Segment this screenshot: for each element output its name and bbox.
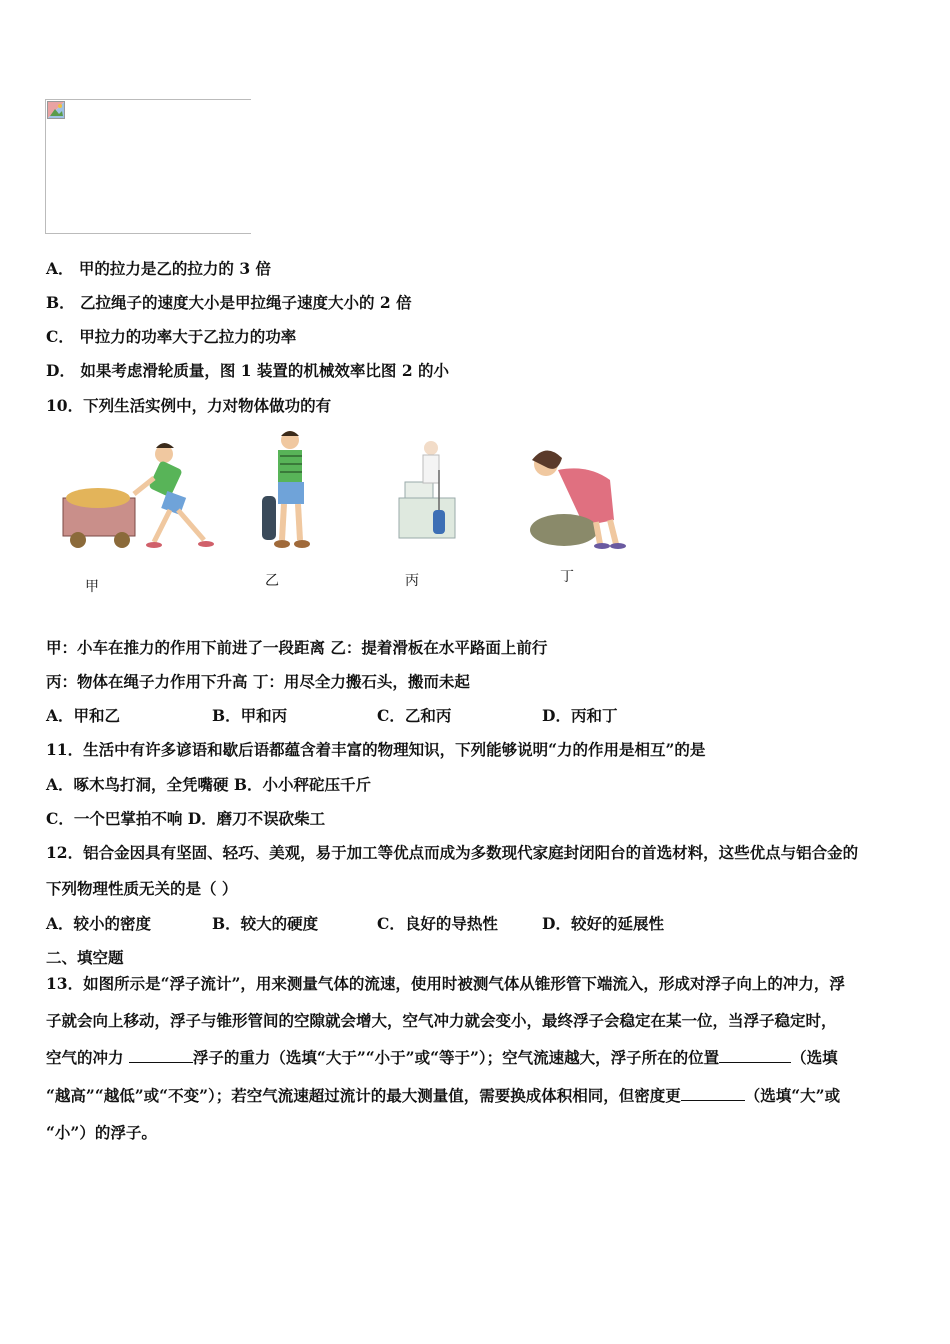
figure-skateboard-carry [258,430,318,552]
q10-option-c: C．乙和丙 [377,706,452,725]
q11-options-cd: C．一个巴掌拍不响 D．磨刀不误砍柴工 [46,809,326,828]
q9-option-b: B． 乙拉绳子的速度大小是甲拉绳子速度大小的 2 倍 [46,293,412,312]
q9-option-c: C． 甲拉力的功率大于乙拉力的功率 [46,327,297,346]
q13-line-1: 13．如图所示是“浮子流计”，用来测量气体的流速，使用时被测气体从锥形管下端流入，形成对浮子向上的冲力，浮 [46,974,845,993]
figure-label-ding: 丁 [560,569,574,585]
q11-options-ab: A．啄木鸟打洞，全凭嘴硬 B．小小秤砣压千斤 [46,775,372,794]
q9-option-a: A． 甲的拉力是乙的拉力的 3 倍 [46,259,272,278]
q12-option-b: B．较大的硬度 [212,914,319,933]
q12-option-a: A．较小的密度 [46,914,152,933]
q11-stem: 11．生活中有许多谚语和歇后语都蕴含着丰富的物理知识，下列能够说明“力的作用是相互”的是 [46,740,706,759]
q10-option-a: A．甲和乙 [46,706,121,725]
broken-image-icon [47,101,65,119]
broken-image-placeholder [45,99,251,234]
figure-label-yi: 乙 [265,573,279,589]
q13-blank-3[interactable] [681,1086,745,1101]
figure-cart-push [58,442,218,554]
q13-line-2: 子就会向上移动，浮子与锥形管间的空隙就会增大，空气冲力就会变小，最终浮子会稳定在某一位，当浮子稳定时， [46,1011,837,1030]
figure-rope-lift [395,440,459,540]
q13-text-4a: “越高”“越低”或“不变”）；若空气流速超过流计的最大测量值，需要换成体积相同，但密度更 [46,1086,681,1105]
figure-label-jia: 甲 [85,579,99,595]
q12-option-c: C．良好的导热性 [377,914,498,933]
q13-text-3b: 浮子的重力（选填“大于”“小于”或“等于”）；空气流速越大，浮子所在的位置 [192,1048,720,1067]
q12-stem-line-2: 下列物理性质无关的是（ ） [46,879,238,898]
q13-text-3a: 空气的冲力 [46,1048,129,1067]
q13-blank-1[interactable] [129,1048,193,1063]
q9-option-d: D． 如果考虑滑轮质量，图 1 装置的机械效率比图 2 的小 [46,361,449,380]
q13-text-4b: （选填“大”或 [744,1086,841,1105]
q12-stem-line-1: 12．铝合金因具有坚固、轻巧、美观，易于加工等优点而成为多数现代家庭封闭阳台的首选材料，这些优点与铝合金的 [46,843,859,862]
q12-option-d: D．较好的延展性 [542,914,664,933]
q10-stem: 10．下列生活实例中，力对物体做功的有 [46,396,332,415]
q13-line-4 [46,1086,840,1106]
q13-text-3c: （选填 [791,1048,838,1067]
q10-option-b: B．甲和丙 [212,706,288,725]
q10-option-d: D．丙和丁 [542,706,618,725]
figure-label-bing: 丙 [405,573,419,589]
q13-blank-2[interactable] [719,1048,791,1063]
q13-line-5: “小”）的浮子。 [46,1123,157,1142]
q10-description-2: 丙：物体在绳子力作用下升高 丁：用尽全力搬石头，搬而未起 [46,672,470,691]
figure-stone-lift [518,448,628,550]
q10-description-1: 甲：小车在推力的作用下前进了一段距离 乙：提着滑板在水平路面上前行 [46,638,548,657]
section-heading: 二、填空题 [46,948,124,967]
q13-line-3 [46,1048,838,1068]
